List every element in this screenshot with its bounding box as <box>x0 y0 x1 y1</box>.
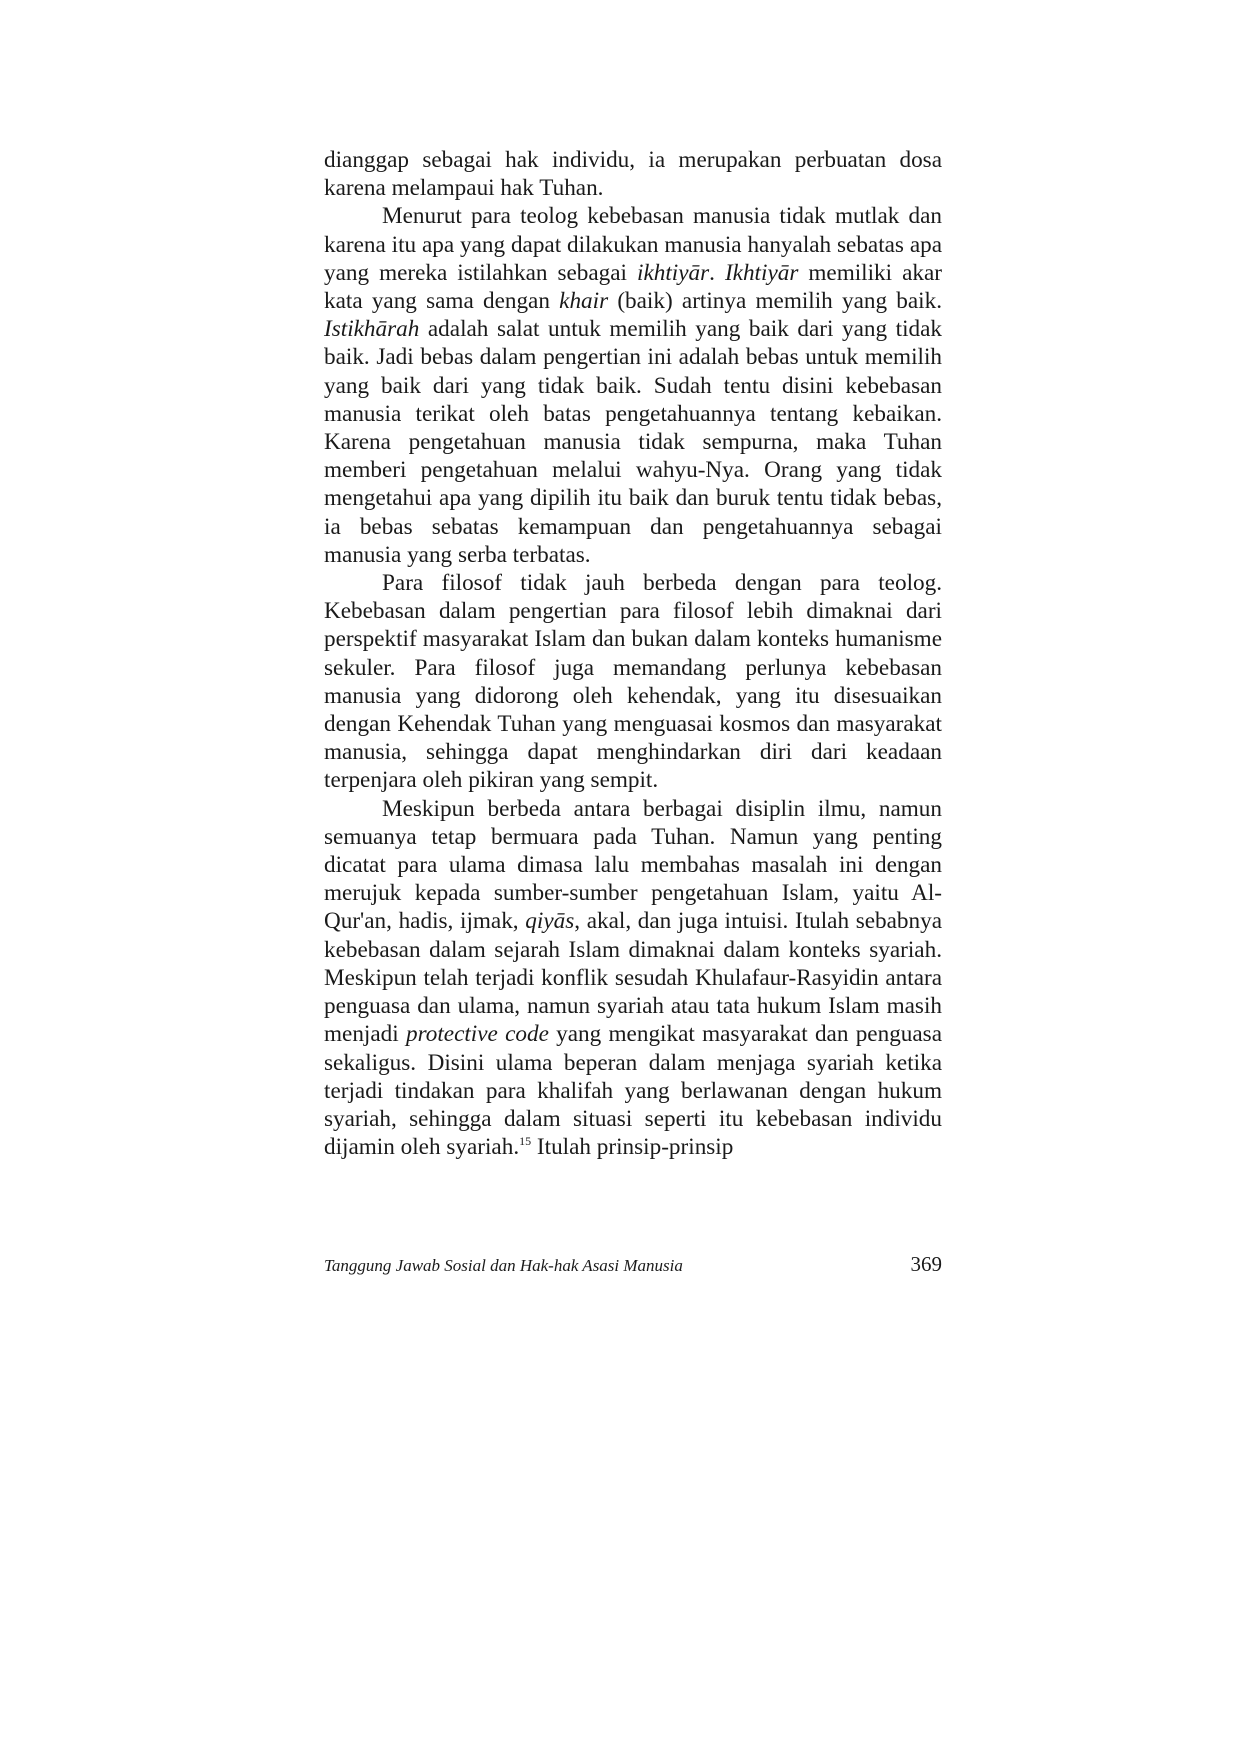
paragraph-1 <box>324 146 942 202</box>
paragraph-text: Itulah prinsip-prinsip <box>531 1134 734 1161</box>
paragraph-2 <box>324 202 942 569</box>
paragraph-text: Para filosof tidak jauh berbeda dengan para teolog. Kebebasan dalam pengertian para filosof lebih dimaknai dari perspektif masyarakat Islam dan bukan dalam konteks humanisme sekuler. Para filosof juga memandang perlunya kebebasan manusia yang didorong oleh kehendak, yang itu disesuaikan dengan Kehendak Tuhan yang menguasai kosmos dan masyarakat manusia, sehingga dapat menghindarkan diri dari keadaan terpenjara oleh pikiran yang sempit. <box>324 570 942 794</box>
italic-term: khair <box>559 288 609 315</box>
paragraph-text: adalah salat untuk memilih yang baik dari yang tidak baik. Jadi bebas dalam pengertian ini adalah bebas untuk memilih yang baik dari yang tidak baik. Sudah tentu disini kebebasan manusia terikat oleh batas pengetahuannya tentang kebaikan. Karena pengetahuan manusia tidak sempurna, maka Tuhan memberi pengetahuan melalui wahyu-Nya. Orang yang tidak mengetahui apa yang dipilih itu baik dan buruk tentu tidak bebas, ia bebas sebatas kemampuan dan pengetahuannya sebagai manusia yang serba terbatas. <box>324 316 942 568</box>
italic-term: qiyās <box>525 908 575 935</box>
paragraph-text: . <box>709 259 725 286</box>
italic-term: Istikhārah <box>324 316 420 343</box>
paragraph-text: dianggap sebagai hak individu, ia merupakan perbuatan dosa karena melampaui hak Tuhan. <box>324 147 942 202</box>
footnote-marker[interactable]: 15 <box>519 1134 532 1149</box>
body-text <box>324 146 942 1161</box>
paragraph-text: yang mengikat masyarakat dan penguasa sekaligus. Disini ulama beperan dalam menjaga syariah ketika terjadi tindakan para khalifah yang berlawanan dengan hukum syariah, sehingga dalam situasi seperti itu kebebasan individu dijamin oleh syariah. <box>324 1021 942 1161</box>
italic-term: ikhtiyār <box>637 259 710 286</box>
paragraph-text: Meskipun berbeda antara berbagai disiplin ilmu, namun semuanya tetap bermuara pada Tuhan. Namun yang penting dicatat para ulama dimasa lalu membahas masalah ini dengan merujuk kepada sumber-sumber pengetahuan Islam, yaitu Al-Qur'an, hadis, ijmak, <box>324 795 942 935</box>
paragraph-text: Menurut para teolog kebebasan manusia tidak mutlak dan karena itu apa yang dapat dilakukan manusia hanyalah sebatas apa yang mereka istilahkan sebagai <box>324 203 942 286</box>
paragraph-text: (baik) artinya memilih yang baik. <box>608 288 942 315</box>
running-footer-title: Tanggung Jawab Sosial dan Hak-hak Asasi Manusia <box>324 1256 683 1275</box>
page-footer <box>324 1252 942 1277</box>
paragraph-4 <box>324 795 942 1162</box>
paragraph-text: memiliki akar kata yang sama dengan <box>324 259 942 315</box>
page-number: 369 <box>910 1252 942 1276</box>
italic-term: protective code <box>405 1021 549 1048</box>
paragraph-text: , akal, dan juga intuisi. Itulah sebabnya kebebasan dalam sejarah Islam dimaknai dalam konteks syariah. Meskipun telah terjadi konflik sesudah Khulafaur-Rasyidin antara penguasa dan ulama, namun syariah atau tata hukum Islam masih menjadi <box>324 908 943 1048</box>
italic-term: Ikhtiyār <box>724 259 799 286</box>
paragraph-3 <box>324 569 942 795</box>
